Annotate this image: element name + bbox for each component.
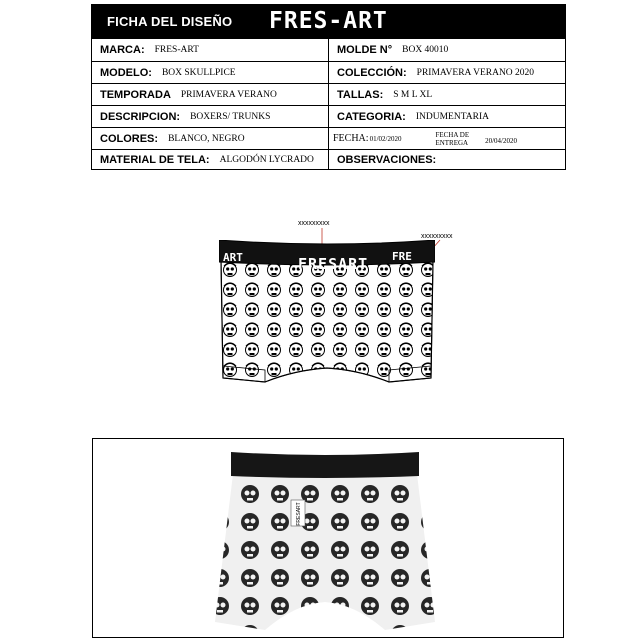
categoria-value: INDUMENTARIA [415, 111, 489, 122]
callout-label-1: xxxxxxxxx [298, 220, 330, 227]
waistband-logo-side-left: ART [223, 251, 243, 264]
temporada-value: PRIMAVERA VERANO [180, 89, 277, 100]
categoria-label: CATEGORIA: [337, 110, 406, 123]
coleccion-label: COLECCIÓN: [337, 66, 407, 79]
fecha-value: 01/02/2020 [369, 134, 402, 143]
waistband-logo-side: FRE [392, 250, 412, 263]
photo-label-text: FRESART [296, 502, 302, 526]
waistband-logo: FRESART [298, 255, 369, 273]
fecha-label: FECHA: [333, 133, 369, 144]
molde-value: BOX 40010 [402, 45, 449, 55]
modelo-value: BOX SKULLPICE [161, 67, 236, 78]
marca-value: FRES-ART [154, 45, 199, 55]
fecha-entrega-label-line1: FECHA DE [435, 130, 470, 139]
colores-label: COLORES: [100, 132, 159, 145]
brand-logo: FRES-ART [269, 8, 388, 34]
marca-label: MARCA: [100, 44, 145, 56]
descripcion-label: DESCRIPCION: [100, 110, 181, 123]
colores-value: BLANCO, NEGRO [168, 133, 245, 144]
descripcion-value: BOXERS/ TRUNKS [190, 111, 271, 122]
observaciones-label: OBSERVACIONES: [337, 154, 437, 166]
molde-label: MOLDE N° [337, 44, 393, 56]
fecha-entrega-label-line2: ENTREGA [435, 138, 469, 147]
material-label: MATERIAL DE TELA: [100, 154, 210, 166]
coleccion-value: PRIMAVERA VERANO 2020 [416, 67, 535, 78]
product-photo [205, 452, 445, 637]
tallas-value: S M L XL [393, 89, 433, 100]
modelo-label: MODELO: [100, 66, 152, 79]
material-value: ALGODÓN LYCRADO [219, 155, 314, 165]
tallas-label: TALLAS: [337, 88, 384, 101]
callout-label-2: xxxxxxxxx [421, 233, 453, 240]
sheet-title: FICHA DEL DISEÑO [107, 14, 233, 29]
temporada-label: TEMPORADA [100, 88, 171, 101]
fecha-entrega-value: 20/04/2020 [485, 136, 517, 145]
